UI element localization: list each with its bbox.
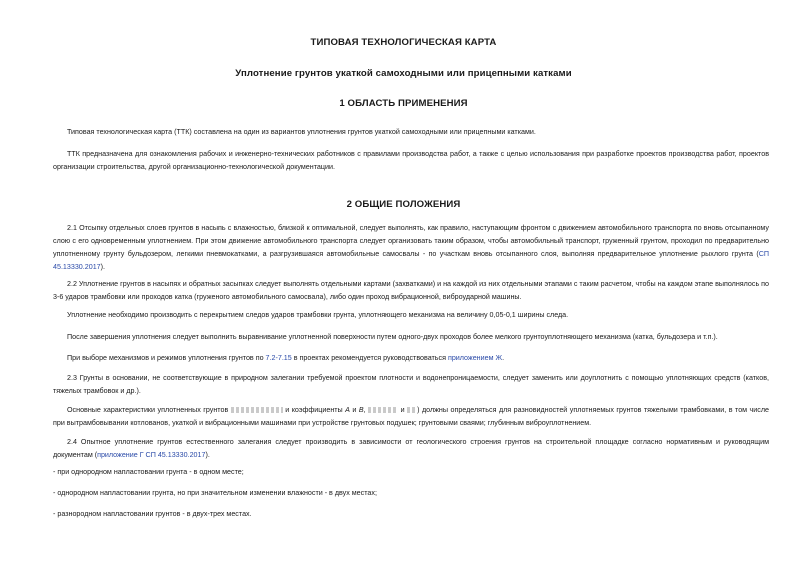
link-appendix-zh[interactable]: приложением Ж <box>447 354 503 362</box>
paragraph-2-3: 2.3 Грунты в основании, не соответствующие в природном залегании требуемой проектом плотности и водонепроницаемости, следует заменить или доуплотнить с помощью уплотняющих средств (катков, тяжелых трамбовок и др.). <box>53 374 769 395</box>
char-and: и <box>349 406 359 414</box>
paragraph-2-2: 2.2 Уплотнение грунтов в насыпях и обратных засыпках следует выполнять отдельными картами (захватками) и на каждой из них отдельными этапами с таким расчетом, чтобы на каждом этапе выполнялось по 3-6 ударов трамбовки или проходов катка (груженого автомобильного самосвала), либо один проход вибрационной, виброударной машины. <box>53 280 769 301</box>
coef-a: A <box>345 406 350 414</box>
link-sp-45[interactable]: СП 45.13330.2017 <box>53 250 769 271</box>
formula-image <box>231 407 283 413</box>
link-appendix-g[interactable]: приложение Г СП 45.13330.2017 <box>97 451 206 459</box>
paragraph-2-1-text: 2.1 Отсыпку отдельных слоев грунтов в насыпь с влажностью, близкой к оптимальной, следует выполнять, как правило, наступающим фронтом с движением автомобильного транспорта по вновь отсыпанному слою с его одновременным уплотнением. При этом движение автомобильного транспорта следует организовать таким образом, чтобы автомобильный транспорт, груженный грунтом, проходил по предварительно уплотненному грунту бульдозером, легкими пневмокатками, а разгрузившаяся автомобильные самосвалы - по участкам вновь отсыпанного слоя, выполняя предварительное уплотнение рыхлого грунта ( <box>53 224 769 258</box>
paragraph-2-4-text: 2.4 Опытное уплотнение грунтов естественного залегания следует производить в зависимости от геологического строения грунтов на строительной площадке согласно нормативным и руководящим документам ( <box>53 438 769 459</box>
char-text-c: , <box>363 406 369 414</box>
list-item: - однородном напластовании грунта, но при значительном изменении влажности - в двух местах; <box>53 489 377 497</box>
list-item: - разнородном напластовании грунтов - в двух-трех местах. <box>53 510 252 518</box>
coef-b: B <box>358 406 364 414</box>
selection-text-c: . <box>502 354 505 362</box>
document-subtitle: Уплотнение грунтов укаткой самоходными или прицепными катками <box>235 68 572 79</box>
paragraph-2-1-end: ). <box>100 263 106 271</box>
document-title: ТИПОВАЯ ТЕХНОЛОГИЧЕСКАЯ КАРТА <box>310 37 497 48</box>
section-2-heading: 2 ОБЩИЕ ПОЛОЖЕНИЯ <box>346 199 461 210</box>
paragraph-characteristics <box>53 404 769 430</box>
section-1-heading: 1 ОБЛАСТЬ ПРИМЕНЕНИЯ <box>339 98 468 109</box>
selection-text-a: При выборе механизмов и режимов уплотнения грунтов по <box>67 354 266 362</box>
selection-text-b: в проектах рекомендуется руководствоваться <box>291 354 448 362</box>
paragraph-2-4 <box>53 436 769 462</box>
char-text-a: Основные характеристики уплотненных грунтов <box>67 406 231 414</box>
formula-image <box>368 407 398 413</box>
paragraph-machine-selection <box>53 352 769 365</box>
paragraph-scope-1: Типовая технологическая карта (ТТК) составлена на один из вариантов уплотнения грунтов укаткой самоходными или прицепными катками. <box>67 128 536 136</box>
char-text-e: ) должны определяться для разновидностей уплотняемых грунтов тяжелыми трамбовками, в том числе при вытрамбовывании котлованов, укаткой и вибрационными машинами при устройстве грунтовых подушек; грунтовыми сваями; глубинным виброуплотнением. <box>53 406 769 427</box>
paragraph-2-4-end: ). <box>205 451 210 459</box>
paragraph-overlap: Уплотнение необходимо производить с перекрытием следов ударов трамбовки грунта, уплотняющего механизма на величину 0,05-0,1 ширины следа. <box>67 311 569 319</box>
paragraph-scope-2: ТТК предназначена для ознакомления рабочих и инженерно-технических работников с правилами производства работ, а также с целью использования при разработке проектов производства работ, проектов организации строительства, другой организационно-технологической документации. <box>53 150 769 171</box>
char-text-d: и <box>398 406 408 414</box>
link-7-2-7-15[interactable]: 7.2-7.15 <box>265 354 292 362</box>
list-item: - при однородном напластовании грунта - в одном месте; <box>53 468 244 476</box>
formula-image <box>407 407 417 413</box>
char-text-b: и коэффициенты <box>282 406 346 414</box>
paragraph-2-1 <box>53 222 769 274</box>
paragraph-finish: После завершения уплотнения следует выполнить выравнивание уплотненной поверхности путем одного-двух проходов более мелкого грунтоуплотняющего механизма (катка, бульдозера и т.п.). <box>67 333 718 341</box>
